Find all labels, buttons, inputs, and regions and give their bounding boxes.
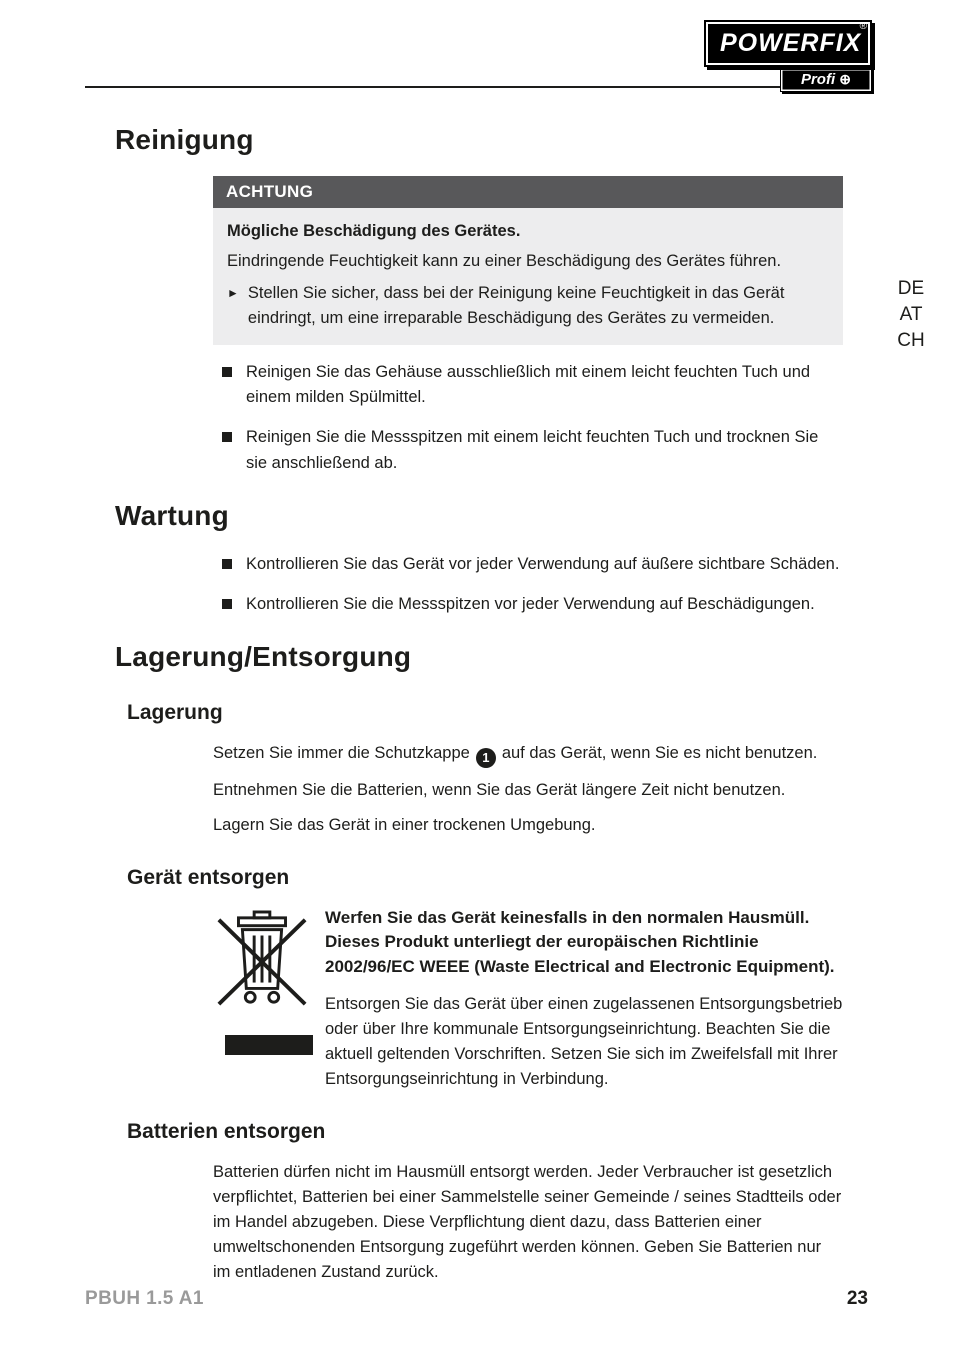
lagerung-line-3: Lagern Sie das Gerät in einer trockenen Umgebung.	[213, 815, 596, 834]
list-item-text: Reinigen Sie die Messspitzen mit einem leicht feuchten Tuch und trocknen Sie sie anschließend ab.	[246, 428, 819, 472]
weee-icon-column	[213, 906, 313, 1092]
lagerung-line-2: Entnehmen Sie die Batterien, wenn Sie das Gerät längere Zeit nicht benutzen.	[213, 780, 786, 799]
section-title-reinigung: Reinigung	[115, 124, 254, 155]
sub-title-lagerung: Lagerung	[127, 700, 223, 724]
warning-box	[213, 176, 843, 345]
arrow-bullet-icon: ►	[227, 286, 239, 301]
list-item-text: Reinigen Sie das Gehäuse ausschließlich mit einem leicht feuchten Tuch und einem milden Spülmittel.	[246, 363, 811, 407]
language-at: AT	[899, 304, 923, 325]
content-area	[115, 100, 843, 1295]
brand-logo-main	[704, 20, 872, 67]
brand-sub-name: Profi	[800, 71, 836, 88]
sub-title-batterien-entsorgen: Batterien entsorgen	[127, 1120, 326, 1144]
registered-trademark-icon: ®	[859, 21, 868, 32]
disposal-text-column	[325, 906, 843, 1092]
section-title-wartung: Wartung	[115, 499, 229, 531]
list-item-text: Kontrollieren Sie die Messspitzen vor jeder Verwendung auf Beschädigungen.	[246, 594, 815, 613]
disposal-bold-text: Werfen Sie das Gerät keinesfalls in den normalen Hausmüll. Dieses Produkt unterliegt der europäischen Richtlinie 2002/96/EC WEEE (Waste Electrical and Electronic Equipment).	[325, 907, 835, 977]
list-item	[213, 552, 843, 577]
ref-1-badge: 1	[476, 748, 496, 768]
lagerung-line-1	[213, 741, 843, 768]
page-footer	[85, 1288, 868, 1310]
list-item	[213, 360, 843, 410]
square-bullet-icon	[222, 599, 232, 609]
footer-model-number: PBUH 1.5 A1	[85, 1288, 204, 1309]
brand-logo-sub	[780, 68, 872, 92]
brand-name: POWERFIX	[720, 29, 862, 57]
warning-box-body	[213, 208, 843, 345]
list-item-text: Kontrollieren Sie das Gerät vor jeder Verwendung auf äußere sichtbare Schäden.	[246, 554, 840, 573]
footer-page-number: 23	[846, 1288, 868, 1309]
lagerung-line-1-before: Setzen Sie immer die Schutzkappe	[213, 743, 470, 762]
disposal-body-text: Entsorgen Sie das Gerät über einen zugelassenen Entsorgungsbetrieb oder über Ihre kommunale Entsorgungseinrichtung. Beachten Sie die aktuell geltenden Vorschriften. Setzen Sie sich im Zweifelsfall mit Ihrer Entsorgungseinrichtung in Verbindung.	[325, 994, 843, 1088]
list-item	[213, 425, 843, 475]
sub-title-geraet-entsorgen: Gerät entsorgen	[127, 865, 290, 889]
plus-circle-icon: ⊕	[839, 71, 852, 87]
disposal-section	[213, 906, 843, 1092]
square-bullet-icon	[222, 432, 232, 442]
language-ch: CH	[897, 330, 925, 351]
language-de: DE	[897, 278, 925, 299]
warning-body-text: Eindringende Feuchtigkeit kann zu einer Beschädigung des Gerätes führen.	[227, 252, 782, 271]
batterien-body-text: Batterien dürfen nicht im Hausmüll entsorgt werden. Jeder Verbraucher ist gesetzlich verpflichtet, Batterien bei einer Sammelstelle seiner Gemeinde / seines Stadtteils oder im Handel abzugeben. Diese Verpflichtung dient dazu, dass Batterien einer umweltschonenden Entsorgung zugeführt werden können. Geben Sie Batterien nur im entladenen Zustand zurück.	[213, 1163, 842, 1282]
weee-crossed-bin-icon	[213, 906, 311, 1014]
warning-bullet-item	[227, 281, 829, 331]
warning-bullet-text: Stellen Sie sicher, dass bei der Reinigung keine Feuchtigkeit in das Gerät eindringt, um eine irreparable Beschädigung des Gerätes zu vermeiden.	[247, 284, 785, 328]
list-item	[213, 592, 843, 617]
section-title-lagerung-entsorgung: Lagerung/Entsorgung	[115, 640, 412, 672]
warning-bold-intro: Mögliche Beschädigung des Gerätes.	[227, 222, 521, 240]
square-bullet-icon	[222, 367, 232, 377]
weee-black-bar	[225, 1035, 313, 1055]
lagerung-line-1-after: auf das Gerät, wenn Sie es nicht benutzen.	[501, 743, 818, 762]
warning-box-header: ACHTUNG	[213, 176, 843, 208]
square-bullet-icon	[222, 559, 232, 569]
language-badge	[886, 276, 936, 354]
brand-logo	[704, 20, 872, 92]
